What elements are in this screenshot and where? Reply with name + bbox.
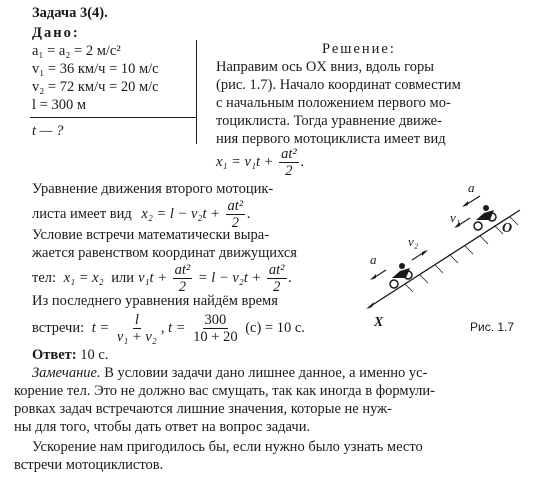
paragraph-4-line-1: Из последнего уравнения найдём время (32, 293, 278, 309)
solution-line-1: Направим ось OX вниз, вдоль горы (216, 59, 434, 75)
paragraph-3-line-1: Условие встречи математически выра- (32, 227, 270, 243)
figure-caption: Рис. 1.7 (470, 320, 515, 334)
last-line-2: встречи мотоциклистов. (14, 457, 164, 473)
label-X: X (374, 315, 384, 330)
paragraph-2-line-2: листа имеет вид x₂ = l − v₂t + $\frac{\text{at²}}{2}$ . (32, 198, 251, 231)
problem-title: Задача 3(4). (32, 5, 108, 21)
given-label: Дано: (32, 25, 80, 41)
given-vertical-divider (196, 40, 197, 144)
answer-line: Ответ: 10 с. (32, 347, 109, 363)
solution-line-5: ния первого мотоциклиста имеет вид (216, 131, 446, 147)
paragraph-2-line-1: Уравнение движения второго мотоцик- (32, 181, 274, 197)
solution-line-3: с начальным положением первого мо- (216, 95, 451, 111)
motorcycle-2 (390, 263, 412, 288)
given-line-3: v₂ = 72 км/ч = 20 м/с (32, 79, 159, 95)
paragraph-3-line-3: тел: x₁ = x₂ или v₁t + $\frac{\text{at²}}{2}$ = l − v₂t + $\frac{\text{at²}}{2}$ . (32, 262, 293, 295)
label-v1: v₁ (450, 210, 461, 225)
remark-line-1: Замечание. В условии задачи дано лишнее данное, а именно ус- (32, 365, 428, 381)
solution-line-4: тоциклиста. Тогда уравнение движе- (216, 113, 442, 129)
figure-motorcycles-slope (360, 180, 540, 340)
given-divider (30, 117, 196, 118)
label-v2: v₂ (408, 234, 419, 249)
given-line-2: v₁ = 36 км/ч = 10 м/с (32, 61, 159, 77)
solution-heading: Решение: (322, 41, 396, 57)
label-a-top: a (468, 180, 475, 195)
remark-line-2: корение тел. Это не должно вас смущать, так как иногда в формули- (14, 383, 436, 399)
label-a-bottom: a (370, 252, 377, 267)
label-O: O (502, 221, 513, 236)
find-line: t — ? (32, 123, 64, 139)
remark-line-3: ровках задач встречаются лишние значения, которые не нуж- (14, 401, 392, 417)
motorcycle-1 (474, 205, 496, 230)
equation-1: x₁ = v₁t + $\frac{\text{at²}}{2}$ . (216, 146, 305, 179)
given-line-1: a₁ = a₂ = 2 м/с² (32, 43, 121, 59)
solution-line-2: (рис. 1.7). Начало координат совместим (216, 77, 461, 93)
remark-line-4: ны для того, чтобы дать ответ на вопрос задачи. (14, 419, 311, 435)
paragraph-3-line-2: жается равенством координат движущихся (32, 245, 297, 261)
last-line-1: Ускорение нам пригодилось бы, если нужно было узнать место (32, 439, 423, 455)
paragraph-4-line-2: встречи: t = $\frac{l}{\text{v₁ + v₂}}$ , t = $\frac{300}{10 + 20}$ (с) = 10 с. (32, 312, 305, 345)
given-line-4: l = 300 м (32, 97, 87, 113)
